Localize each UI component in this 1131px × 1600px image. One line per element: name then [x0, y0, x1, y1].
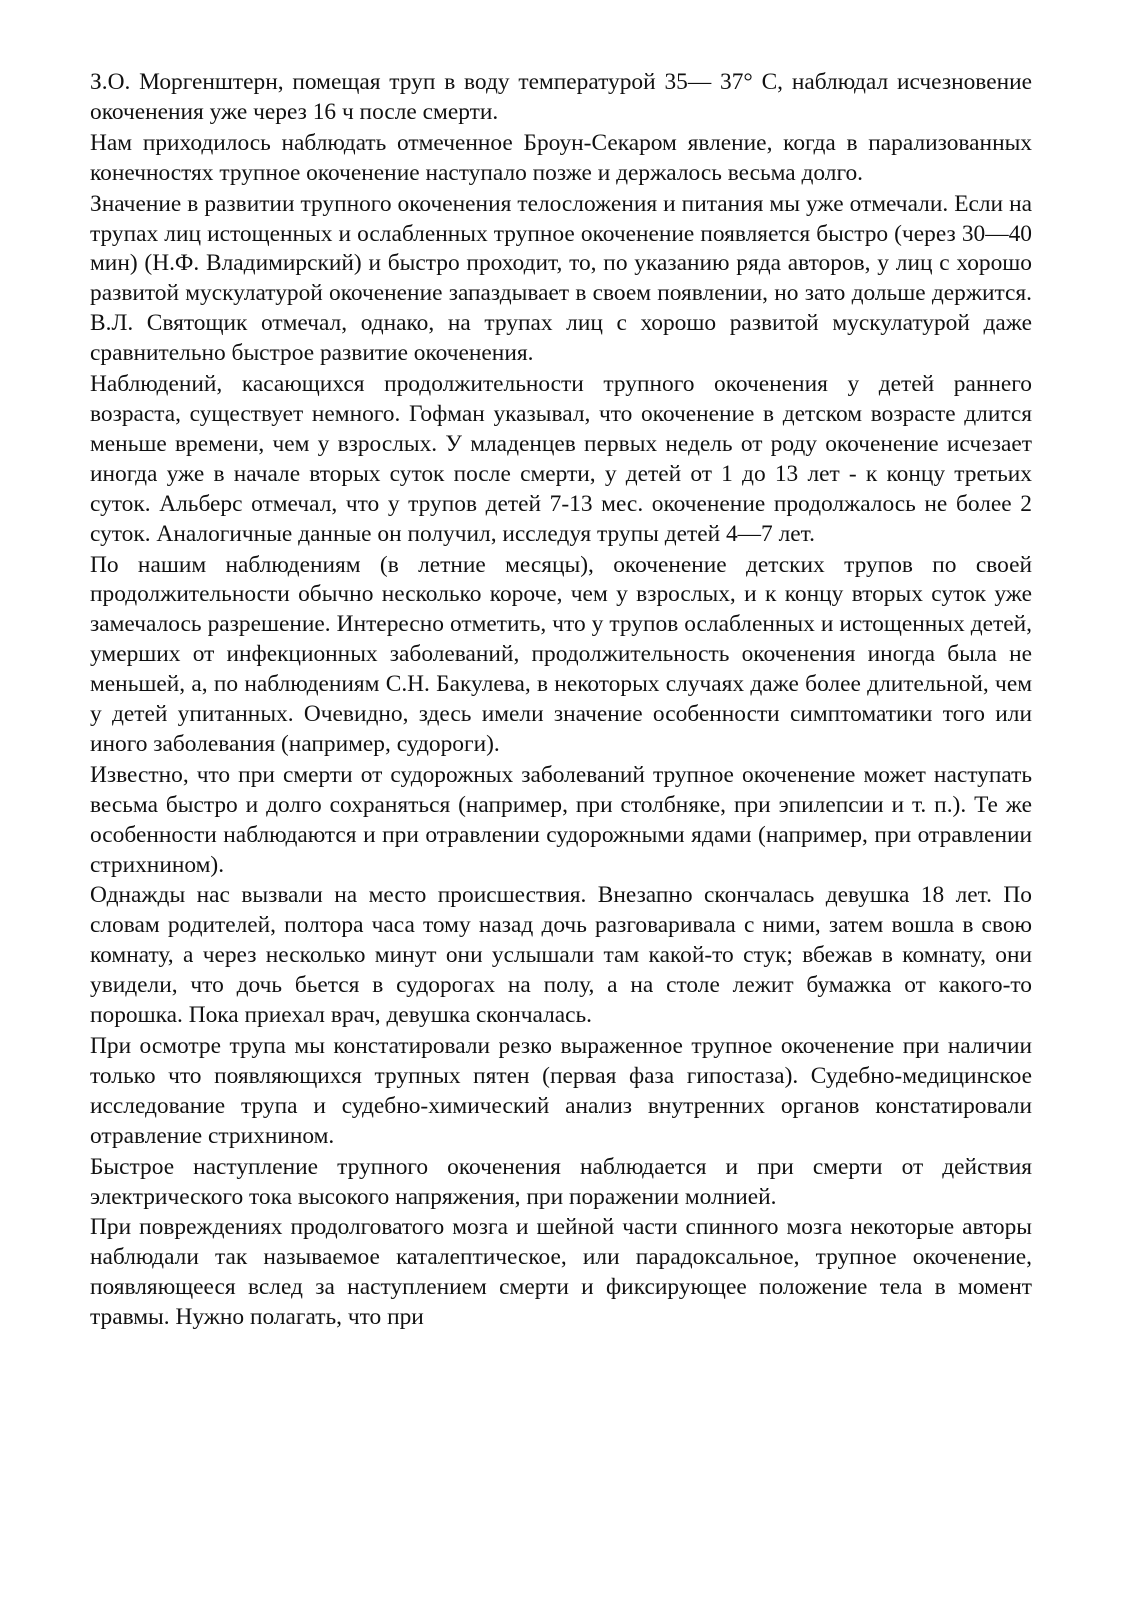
paragraph-children-duration: Наблюдений, касающихся продолжительности трупного окоченения у детей раннего возраста, существует немного. Гофман указывал, что окоченение в детском возрасте длится меньше времени, чем у взрослых. У младенцев первых недель от роду окоченение исчезает иногда уже в начале вторых суток после смерти, у детей от 1 до 13 лет - к концу третьих суток. Альберс отмечал, что у трупов детей 7-13 мес. окоченение продолжалось не более 2 суток. Аналогичные данные он получил, исследуя трупы детей 4—7 лет. — [90, 371, 1032, 547]
paragraph-electric-current: Быстрое наступление трупного окоченения наблюдается и при смерти от действия электрического тока высокого напряжения, при поражении молнией. — [90, 1153, 1032, 1210]
paragraph-brown-sequard: Нам приходилось наблюдать отмеченное Броун-Секаром явление, когда в парализованных конечностях трупное окоченение наступало позже и держалось весьма долго. — [90, 129, 1032, 186]
paragraph-case-girl: Однажды нас вызвали на место происшествия. Внезапно скончалась девушка 18 лет. По словам родителей, полтора часа тому назад дочь разговаривала с ними, затем вошла в свою комнату, а через несколько минут они услышали там какой-то стук; вбежав в комнату, они увидели, что дочь бьется в судорогах на полу, а на столе лежит бумажка от какого-то порошка. Пока приехал врач, девушка скончалась. — [90, 882, 1032, 1029]
paragraph-cataleptic-rigor: При повреждениях продолговатого мозга и шейной части спинного мозга некоторые авторы наблюдали так называемое каталептическое, или парадоксальное, трупное окоченение, появляющееся вслед за наступлением смерти и фиксирующее положение тела в момент травмы. Нужно полагать, что при — [90, 1214, 1032, 1331]
paragraph-examination: При осмотре трупа мы констатировали резко выраженное трупное окоченение при наличии только что появляющихся трупных пятен (первая фаза гипостаза). Судебно-медицинское исследование трупа и судебно-химический анализ внутренних органов констатировали отравление стрихнином. — [90, 1033, 1032, 1149]
paragraph-convulsive-diseases: Известно, что при смерти от судорожных заболеваний трупное окоченение может наступать весьма быстро и долго сохраняться (например, при столбняке, при эпилепсии и т. п.). Те же особенности наблюдаются и при отравлении судорожными ядами (например, при отравлении стрихнином). — [90, 761, 1032, 878]
paragraph-body-build: Значение в развитии трупного окоченения телосложения и питания мы уже отмечали. Если на трупах лиц истощенных и ослабленных трупное окоченение появляется быстро (через 30—40 мин) (Н.Ф. Владимирский) и быстро проходит, то, по указанию ряда авторов, у лиц с хорошо развитой мускулатурой окоченение запаздывает в своем появлении, но зато дольше держится. В.Л. Святощик отмечал, однако, на трупах лиц с хорошо развитой мускулатурой даже сравнительно быстрое развитие окоченения. — [90, 190, 1032, 367]
document-page — [90, 68, 1032, 1334]
paragraph-morgenstern: З.О. Моргенштерн, помещая труп в воду температурой 35— 37° С, наблюдал исчезновение окоченения уже через 16 ч после смерти. — [90, 69, 1032, 125]
paragraph-own-observations: По нашим наблюдениям (в летние месяцы), окоченение детских трупов по своей продолжительности обычно несколько короче, чем у взрослых, и к концу вторых суток уже замечалось разрешение. Интересно отметить, что у трупов ослабленных и истощенных детей, умерших от инфекционных заболеваний, продолжительность окоченения иногда была не меньшей, а, по наблюдениям С.Н. Бакулева, в некоторых случаях даже более длительной, чем у детей упитанных. Очевидно, здесь имели значение особенности симптоматики того или иного заболевания (например, судороги). — [90, 551, 1032, 757]
